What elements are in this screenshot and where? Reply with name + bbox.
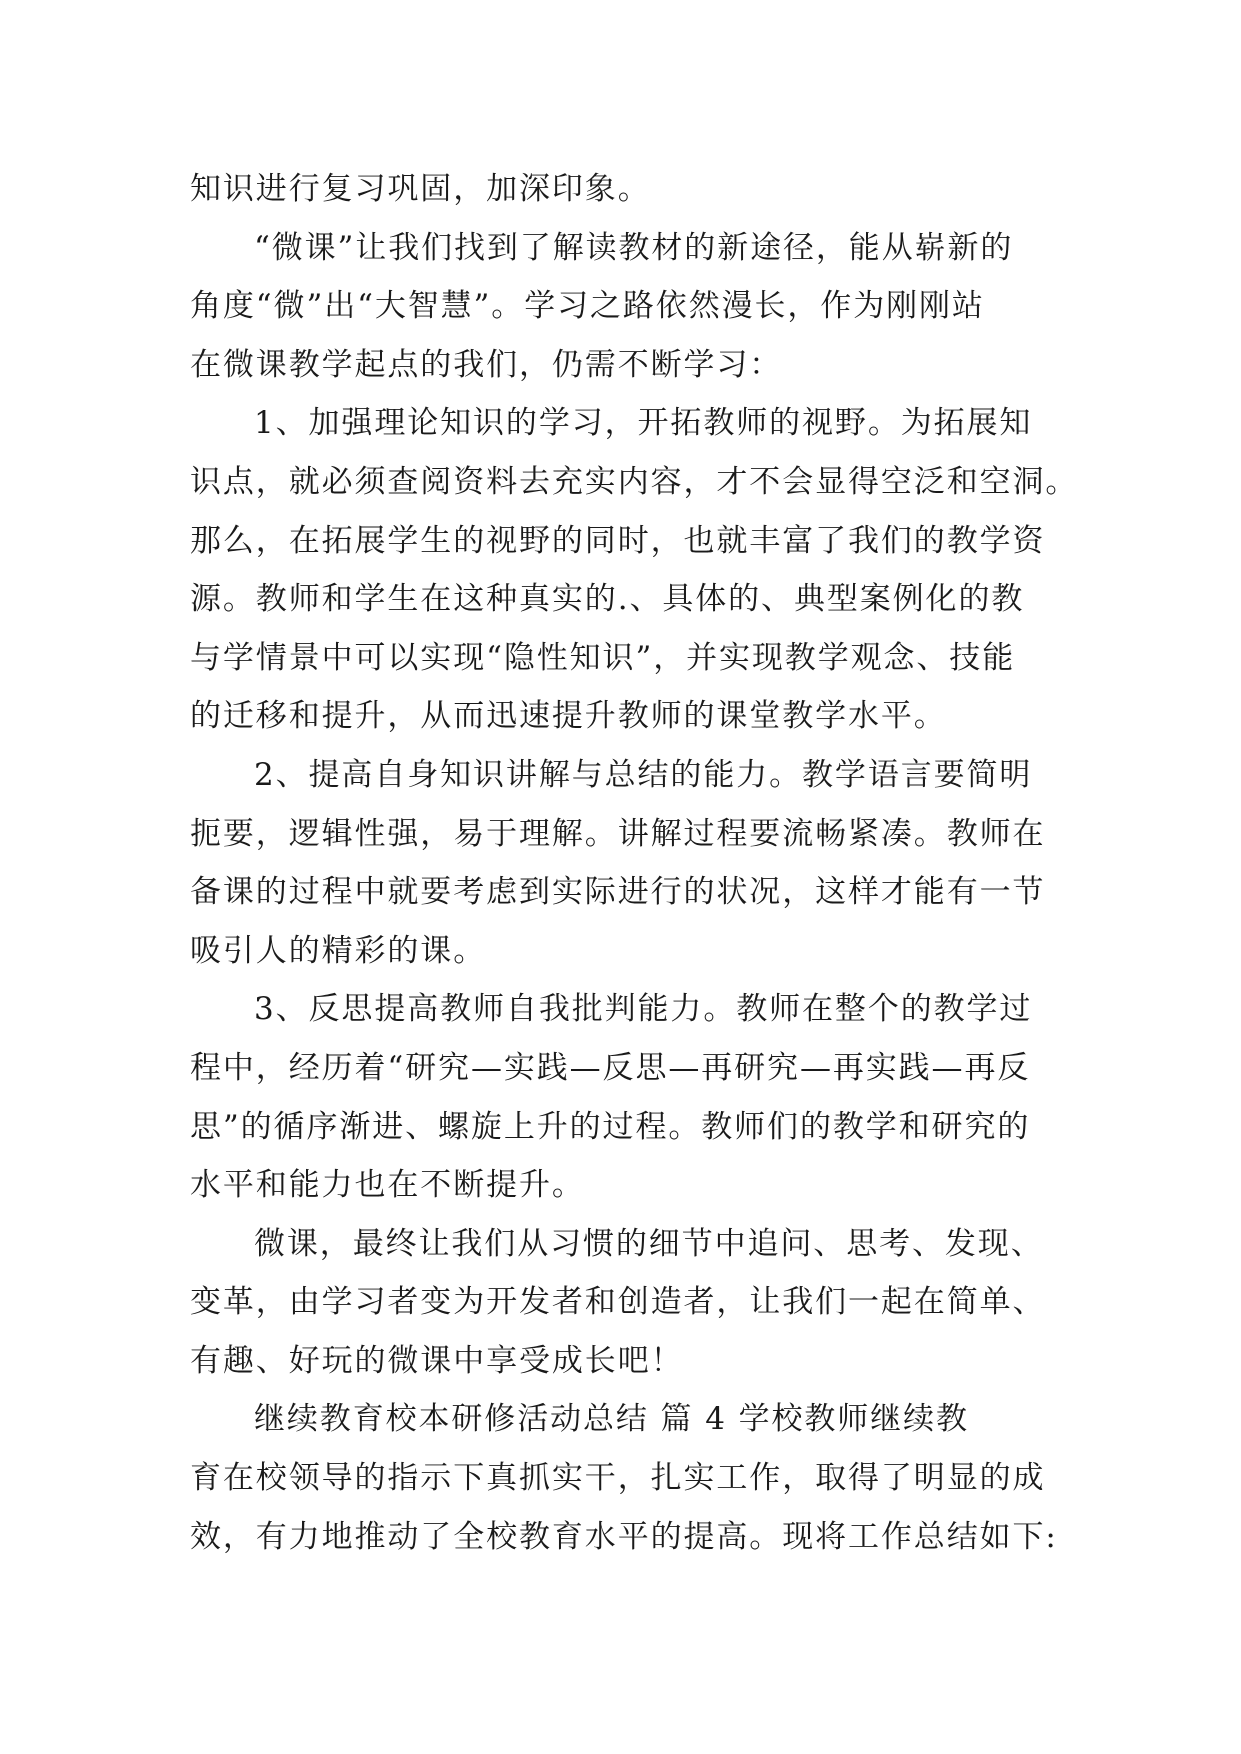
text-line: 效，有力地推动了全校教育水平的提高。现将工作总结如下: — [190, 1518, 1058, 1555]
text-line: 源。教师和学生在这种真实的.、具体的、典型案例化的教 — [190, 581, 1025, 618]
text-line: 继续教育校本研修活动总结 篇 4 学校教师继续教 — [254, 1401, 969, 1438]
text-line: 知识进行复习巩固，加深印象。 — [190, 171, 651, 207]
text-line: 程中，经历着“研究—实践—反思—再研究—再实践—再反 — [190, 1049, 1031, 1086]
text-line: “微课”让我们找到了解读教材的新途径，能从崭新的 — [254, 229, 1014, 266]
text-line: 角度“微”出“大智慧”。学习之路依然漫长，作为刚刚站 — [190, 288, 985, 325]
text-line: 微课，最终让我们从习惯的细节中追问、思考、发现、 — [254, 1225, 1044, 1262]
text-line: 育在校领导的指示下真抓实干，扎实工作，取得了明显的成 — [190, 1460, 1046, 1497]
text-line: 思”的循序渐进、螺旋上升的过程。教师们的教学和研究的 — [190, 1108, 1031, 1145]
text-line: 的迁移和提升，从而迅速提升教师的课堂教学水平。 — [190, 698, 947, 735]
text-line: 与学情景中可以实现“隐性知识”，并实现教学观念、技能 — [190, 639, 1016, 676]
text-line: 那么，在拓展学生的视野的同时，也就丰富了我们的教学资 — [190, 522, 1046, 559]
text-line: 备课的过程中就要考虑到实际进行的状况，这样才能有一节 — [190, 874, 1046, 911]
document-body — [190, 160, 1079, 1566]
text-line: 3、反思提高教师自我批判能力。教师在整个的教学过 — [254, 991, 1033, 1028]
text-line: 有趣、好玩的微课中享受成长吧！ — [190, 1342, 684, 1379]
text-line: 扼要，逻辑性强，易于理解。讲解过程要流畅紧凑。教师在 — [190, 815, 1046, 852]
text-line: 变革，由学习者变为开发者和创造者，让我们一起在简单、 — [190, 1284, 1046, 1321]
text-line: 水平和能力也在不断提升。 — [190, 1167, 585, 1204]
text-line: 1、加强理论知识的学习，开拓教师的视野。为拓展知 — [254, 405, 1033, 442]
text-line: 吸引人的精彩的课。 — [190, 932, 487, 969]
text-line: 识点，就必须查阅资料去充实内容，才不会显得空泛和空洞。 — [190, 463, 1079, 500]
text-line: 在微课教学起点的我们，仍需不断学习： — [190, 346, 783, 383]
text-line: 2、提高自身知识讲解与总结的能力。教学语言要简明 — [254, 756, 1033, 793]
